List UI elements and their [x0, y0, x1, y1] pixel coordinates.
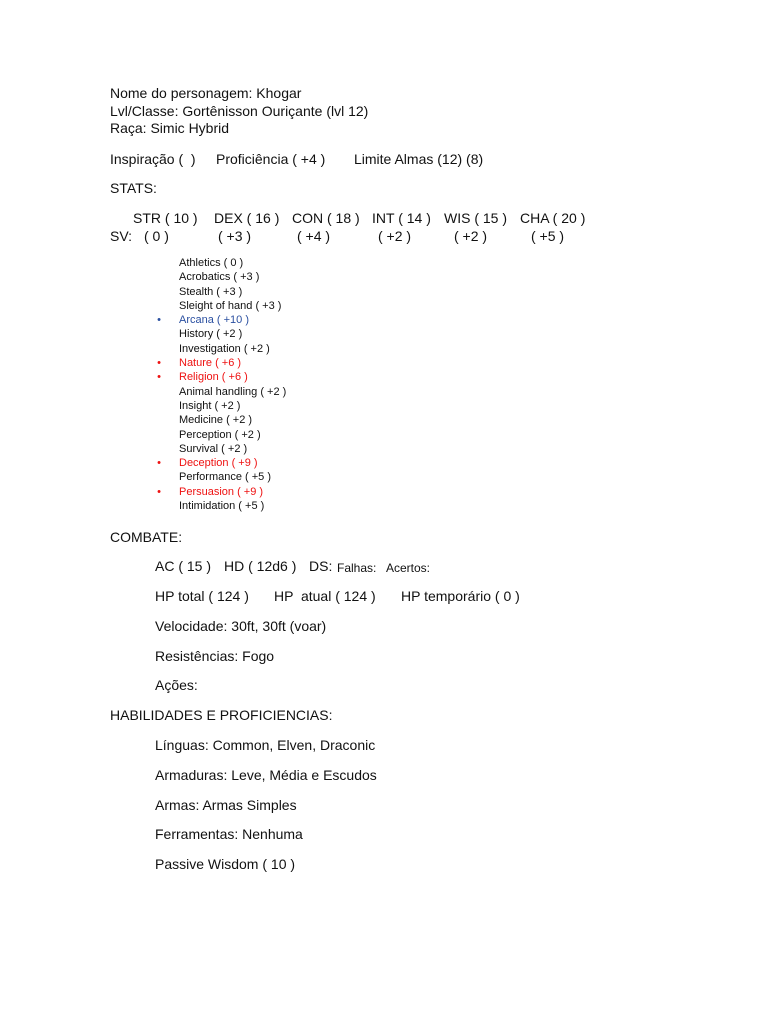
skill-nature — [157, 356, 286, 370]
character-name: Nome do personagem: Khogar — [110, 85, 302, 101]
skill-label: Acrobatics ( +3 ) — [179, 271, 260, 284]
skill-arcana — [157, 313, 286, 327]
death-saves-successes: Acertos: — [386, 561, 431, 575]
armor-proficiencies: Armaduras: Leve, Média e Escudos — [155, 767, 377, 783]
skill-label: Nature ( +6 ) — [179, 357, 242, 370]
skill-label: Survival ( +2 ) — [179, 442, 248, 455]
hit-dice: HD ( 12d6 ) — [224, 558, 297, 574]
skill-label: Insight ( +2 ) — [179, 399, 241, 412]
skill-label: Athletics ( 0 ) — [179, 257, 244, 269]
hp-temporary: HP temporário ( 0 ) — [401, 588, 520, 604]
skill-bullet: • — [157, 314, 161, 327]
skill-label: Persuasion ( +9 ) — [179, 485, 264, 498]
save-int: ( +2 ) — [378, 228, 412, 244]
skill-bullet: • — [157, 485, 161, 498]
skill-label: Sleight of hand ( +3 ) — [179, 299, 282, 312]
hp-total: HP total ( 124 ) — [155, 588, 249, 604]
inspiration: Inspiração ( ) — [110, 151, 196, 167]
character-class: Lvl/Classe: Gortênisson Ouriçante (lvl 12) — [110, 103, 369, 119]
skill-bullet: • — [157, 371, 161, 384]
save-con: ( +4 ) — [297, 228, 331, 244]
character-race: Raça: Simic Hybrid — [110, 120, 230, 136]
skill-animal-handling — [179, 385, 286, 399]
skill-history — [179, 327, 286, 341]
skill-label: Intimidation ( +5 ) — [179, 500, 265, 513]
actions: Ações: — [155, 677, 198, 693]
skill-label: Perception ( +2 ) — [179, 428, 261, 441]
skill-label: Religion ( +6 ) — [179, 371, 248, 384]
speed: Velocidade: 30ft, 30ft (voar) — [155, 618, 327, 634]
skills-list — [157, 256, 287, 513]
save-str: ( 0 ) — [144, 228, 169, 244]
passive-wisdom: Passive Wisdom ( 10 ) — [155, 856, 296, 872]
skill-sleight-of-hand — [179, 299, 286, 313]
skill-label: History ( +2 ) — [179, 328, 243, 341]
skill-label: Deception ( +9 ) — [179, 457, 258, 470]
skill-label: Animal handling ( +2 ) — [179, 385, 287, 398]
ability-int: INT ( 14 ) — [372, 210, 431, 226]
skill-perception — [179, 428, 286, 442]
skill-bullet: • — [157, 457, 161, 470]
death-saves-label: DS: — [309, 558, 333, 574]
ability-str: STR ( 10 ) — [133, 210, 198, 226]
abilities-heading: HABILIDADES E PROFICIENCIAS: — [110, 707, 333, 723]
skill-persuasion — [157, 485, 286, 499]
soul-limit: Limite Almas (12) (8) — [354, 151, 484, 167]
skill-performance — [179, 470, 286, 484]
skill-label: Performance ( +5 ) — [179, 471, 272, 484]
sv-label: SV: — [110, 228, 133, 244]
skill-stealth — [179, 285, 286, 299]
skill-intimidation — [179, 499, 286, 513]
save-dex: ( +3 ) — [218, 228, 252, 244]
death-saves-failures: Falhas: — [337, 561, 377, 575]
ability-dex: DEX ( 16 ) — [214, 210, 280, 226]
stats-heading: STATS: — [110, 180, 157, 196]
tool-proficiencies: Ferramentas: Nenhuma — [155, 826, 303, 842]
skill-bullet: • — [157, 357, 161, 370]
resistances: Resistências: Fogo — [155, 648, 275, 664]
proficiency: Proficiência ( +4 ) — [216, 151, 326, 167]
skill-insight — [179, 399, 286, 413]
skill-label: Stealth ( +3 ) — [179, 285, 243, 298]
skill-acrobatics — [179, 270, 286, 284]
skill-athletics — [179, 256, 286, 270]
skill-label: Investigation ( +2 ) — [179, 342, 270, 355]
ability-wis: WIS ( 15 ) — [444, 210, 508, 226]
ability-cha: CHA ( 20 ) — [520, 210, 586, 226]
languages: Línguas: Common, Elven, Draconic — [155, 737, 376, 753]
weapon-proficiencies: Armas: Armas Simples — [155, 797, 297, 813]
skill-medicine — [179, 413, 286, 427]
save-cha: ( +5 ) — [531, 228, 565, 244]
skill-label: Arcana ( +10 ) — [179, 314, 250, 327]
skill-religion — [157, 370, 286, 384]
combat-heading: COMBATE: — [110, 529, 183, 545]
skill-survival — [179, 442, 286, 456]
armor-class: AC ( 15 ) — [155, 558, 212, 574]
skill-investigation — [179, 342, 286, 356]
hp-current: HP atual ( 124 ) — [274, 588, 376, 604]
ability-con: CON ( 18 ) — [292, 210, 360, 226]
skill-label: Medicine ( +2 ) — [179, 414, 253, 427]
save-wis: ( +2 ) — [454, 228, 488, 244]
skill-deception — [157, 456, 286, 470]
